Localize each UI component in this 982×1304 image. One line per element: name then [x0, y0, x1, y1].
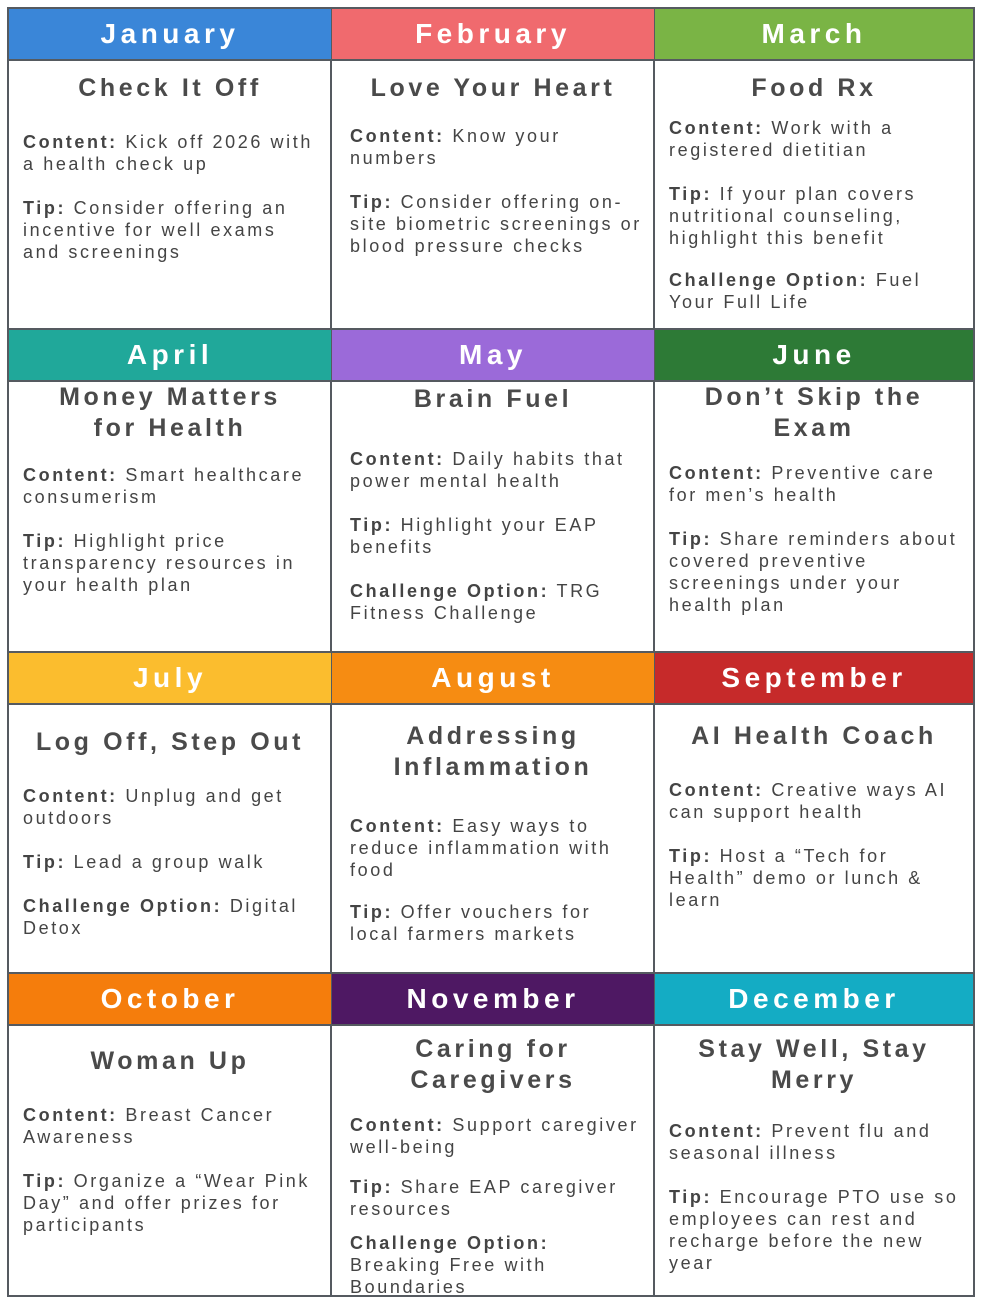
tip-label: Tip:: [350, 1177, 394, 1197]
month-body: [9, 61, 331, 329]
month-body: [655, 1026, 973, 1295]
tip-text: Offer vouchers for local farmers markets: [350, 902, 592, 944]
month-card-july: [9, 653, 331, 973]
tip-text: If your plan covers nutritional counseling, highlight this benefit: [669, 184, 917, 248]
month-header-december: December: [655, 974, 973, 1026]
month-card-december: [655, 974, 973, 1295]
challenge-option-label: Challenge Option:: [350, 1233, 550, 1253]
theme-title: Caring for Caregivers: [410, 1035, 576, 1094]
content-text: Smart healthcare consumerism: [23, 465, 305, 507]
content-item: [669, 779, 963, 823]
content-text: Support caregiver well-being: [350, 1115, 639, 1157]
content-label: Content:: [23, 1105, 118, 1125]
month-header-may: May: [332, 330, 654, 382]
theme-title: Log Off, Step Out: [35, 728, 305, 756]
challenge-option-text: Fuel Your Full Life: [669, 270, 922, 312]
month-card-march: [655, 9, 973, 329]
challenge-option-label: Challenge Option:: [350, 581, 550, 601]
content-text: Breast Cancer Awareness: [23, 1105, 275, 1147]
tip-text: Share reminders about covered preventive screenings under your health plan: [669, 529, 958, 615]
content-text: Prevent flu and seasonal illness: [669, 1121, 932, 1163]
month-card-september: [655, 653, 973, 973]
theme-title: Addressing Inflammation: [393, 722, 593, 781]
theme-title: AI Health Coach: [691, 722, 937, 750]
content-text: Work with a registered dietitian: [669, 118, 894, 160]
content-label: Content:: [23, 132, 118, 152]
month-card-october: [9, 974, 331, 1295]
tip-text: Highlight your EAP benefits: [350, 515, 599, 557]
theme-title: Love Your Heart: [370, 74, 616, 102]
content-item: [669, 462, 963, 506]
content-text: Unplug and get outdoors: [23, 786, 284, 828]
content-label: Content:: [350, 816, 445, 836]
challenge-option-label: Challenge Option:: [23, 896, 223, 916]
month-body: [9, 1026, 331, 1295]
content-item: [669, 1120, 963, 1164]
challenge-option-item: [23, 895, 321, 939]
tip-text: Consider offering on-site biometric screenings or blood pressure checks: [350, 192, 642, 256]
month-card-january: [9, 9, 331, 329]
content-item: [350, 815, 644, 881]
month-header-june: June: [655, 330, 973, 382]
month-card-may: [332, 330, 654, 652]
content-item: [350, 448, 644, 492]
tip-label: Tip:: [350, 192, 394, 212]
tip-label: Tip:: [350, 515, 394, 535]
tip-item: [23, 851, 321, 873]
theme-title: Brain Fuel: [413, 385, 573, 413]
tip-label: Tip:: [23, 852, 67, 872]
challenge-option-text: Breaking Free with Boundaries: [350, 1255, 547, 1297]
challenge-option-text: TRG Fitness Challenge: [350, 581, 603, 623]
content-label: Content:: [23, 465, 118, 485]
month-card-august: [332, 653, 654, 973]
content-label: Content:: [669, 1121, 764, 1141]
challenge-option-label: Challenge Option:: [669, 270, 869, 290]
tip-text: Lead a group walk: [73, 852, 265, 872]
month-header-march: March: [655, 9, 973, 61]
content-text: Preventive care for men’s health: [669, 463, 936, 505]
month-card-february: [332, 9, 654, 329]
month-body: [9, 705, 331, 973]
content-item: [350, 125, 644, 169]
wellness-calendar-grid: [7, 7, 975, 1297]
tip-item: [350, 901, 644, 945]
content-item: [669, 117, 963, 161]
month-body: [332, 1026, 654, 1295]
challenge-option-text: Digital Detox: [23, 896, 299, 938]
tip-label: Tip:: [669, 184, 713, 204]
content-label: Content:: [669, 780, 764, 800]
month-header-september: September: [655, 653, 973, 705]
content-label: Content:: [669, 463, 764, 483]
content-text: Easy ways to reduce inflammation with food: [350, 816, 612, 880]
month-card-june: [655, 330, 973, 652]
theme-title: Food Rx: [751, 74, 877, 102]
tip-label: Tip:: [23, 198, 67, 218]
month-body: [9, 382, 331, 652]
month-header-april: April: [9, 330, 331, 382]
theme-title: Money Matters for Health: [59, 383, 281, 442]
month-body: [332, 705, 654, 973]
tip-item: [669, 845, 963, 911]
tip-label: Tip:: [669, 1187, 713, 1207]
month-header-november: November: [332, 974, 654, 1026]
tip-label: Tip:: [669, 529, 713, 549]
content-item: [350, 1114, 644, 1158]
challenge-option-item: [350, 580, 644, 624]
tip-label: Tip:: [669, 846, 713, 866]
tip-text: Highlight price transparency resources in your health plan: [23, 531, 296, 595]
month-header-august: August: [332, 653, 654, 705]
month-body: [655, 61, 973, 329]
tip-item: [350, 191, 644, 257]
theme-title: Stay Well, Stay Merry: [698, 1035, 930, 1094]
content-label: Content:: [350, 449, 445, 469]
tip-text: Consider offering an incentive for well exams and screenings: [23, 198, 288, 262]
theme-title: Check It Off: [78, 74, 262, 102]
month-body: [655, 705, 973, 973]
month-body: [332, 61, 654, 329]
tip-item: [23, 530, 321, 596]
tip-text: Share EAP caregiver resources: [350, 1177, 618, 1219]
tip-item: [23, 1170, 321, 1236]
theme-title: Woman Up: [90, 1047, 250, 1075]
tip-label: Tip:: [23, 1171, 67, 1191]
challenge-option-item: [350, 1232, 644, 1298]
theme-title: Don’t Skip the Exam: [704, 383, 924, 442]
content-item: [23, 785, 321, 829]
challenge-option-item: [669, 269, 963, 313]
tip-text: Encourage PTO use so employees can rest and recharge before the new year: [669, 1187, 959, 1273]
content-label: Content:: [350, 126, 445, 146]
tip-item: [350, 1176, 644, 1220]
content-label: Content:: [669, 118, 764, 138]
tip-item: [350, 514, 644, 558]
month-header-october: October: [9, 974, 331, 1026]
content-text: Know your numbers: [350, 126, 561, 168]
tip-text: Organize a “Wear Pink Day” and offer prizes for participants: [23, 1171, 311, 1235]
tip-item: [669, 528, 963, 616]
content-item: [23, 1104, 321, 1148]
month-card-april: [9, 330, 331, 652]
content-text: Creative ways AI can support health: [669, 780, 948, 822]
month-header-july: July: [9, 653, 331, 705]
tip-item: [23, 197, 321, 263]
content-text: Kick off 2026 with a health check up: [23, 132, 313, 174]
month-header-february: February: [332, 9, 654, 61]
tip-label: Tip:: [350, 902, 394, 922]
month-body: [332, 382, 654, 652]
tip-label: Tip:: [23, 531, 67, 551]
tip-item: [669, 1186, 963, 1274]
tip-text: Host a “Tech for Health” demo or lunch & learn: [669, 846, 923, 910]
month-header-january: January: [9, 9, 331, 61]
month-body: [655, 382, 973, 652]
content-text: Daily habits that power mental health: [350, 449, 625, 491]
content-label: Content:: [23, 786, 118, 806]
month-card-november: [332, 974, 654, 1295]
tip-item: [669, 183, 963, 249]
content-item: [23, 464, 321, 508]
content-item: [23, 131, 321, 175]
content-label: Content:: [350, 1115, 445, 1135]
